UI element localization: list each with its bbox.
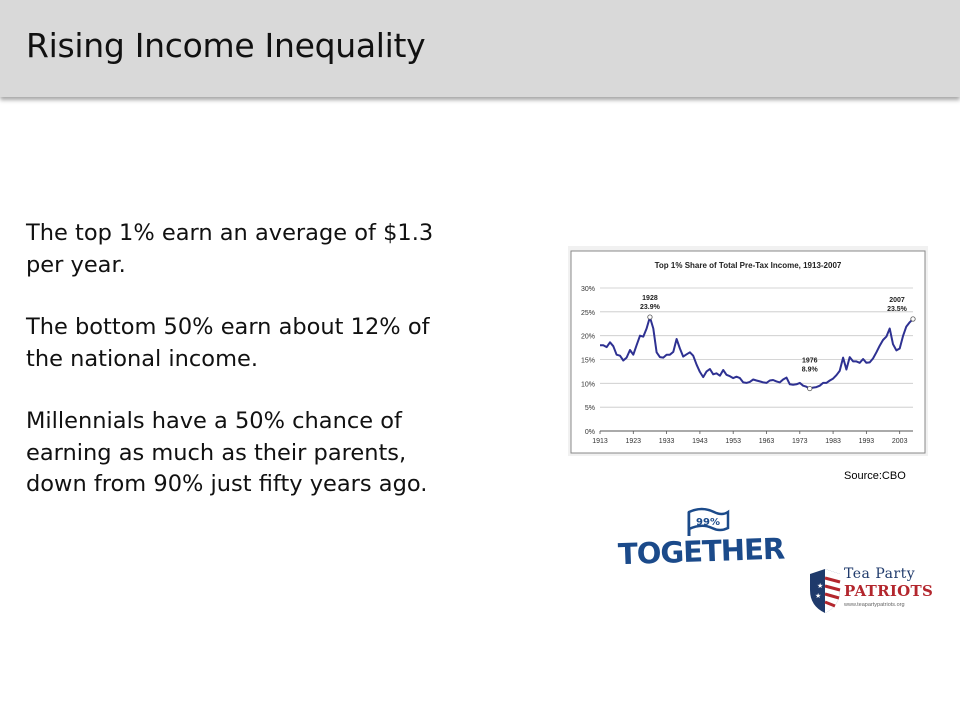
annotation-label: 8.9% xyxy=(801,366,818,374)
svg-text:★: ★ xyxy=(817,582,824,590)
x-tick-label: 1973 xyxy=(791,438,808,445)
y-tick-label: 25% xyxy=(580,309,595,317)
x-tick-label: 2003 xyxy=(891,438,908,445)
annotation-label: 1928 xyxy=(642,295,658,303)
y-tick-label: 10% xyxy=(580,381,595,389)
paragraph-millennials: Millennials have a 50% chance of earning as much as their parents, down from 90% just fifty years ago. xyxy=(26,408,428,497)
tpp-line1: Tea Party xyxy=(844,566,916,582)
annotation-label: 23.9% xyxy=(640,304,660,312)
title-bar xyxy=(0,0,960,97)
x-tick-label: 1953 xyxy=(725,438,741,445)
source-note: Source:CBO xyxy=(844,470,906,482)
y-tick-label: 5% xyxy=(584,405,595,413)
together-logo xyxy=(614,498,785,598)
paragraph-top-earners: The top 1% earn an average of $1.3 per year. xyxy=(26,220,434,278)
annotation-marker xyxy=(808,386,812,390)
annotation-label: 2007 xyxy=(889,296,905,304)
tea-party-patriots-logo xyxy=(808,566,934,614)
annotation-marker xyxy=(911,317,915,321)
x-tick-label: 1923 xyxy=(625,438,642,445)
x-tick-label: 1983 xyxy=(825,438,841,445)
x-tick-label: 1963 xyxy=(758,438,775,445)
chart-svg xyxy=(568,246,928,456)
shield-icon xyxy=(808,568,842,614)
together-wordmark: TOGETHER xyxy=(617,531,785,572)
x-tick-label: 1993 xyxy=(858,438,875,445)
y-tick-label: 15% xyxy=(580,357,595,365)
annotation-label: 23.5% xyxy=(887,305,907,313)
annotation-label: 1976 xyxy=(801,357,818,365)
chart-frame xyxy=(571,251,925,453)
svg-text:99%: 99% xyxy=(696,517,720,528)
tpp-url: www.teapartypatriots.org xyxy=(844,602,905,608)
paragraph-bottom-earners: The bottom 50% earn about 12% of the national income. xyxy=(26,314,430,372)
chart-title: Top 1% Share of Total Pre-Tax Income, 1913-2007 xyxy=(654,261,842,270)
tpp-line2: PATRIOTS xyxy=(844,582,934,600)
slide-title: Rising Income Inequality xyxy=(26,26,426,65)
y-tick-label: 30% xyxy=(580,286,595,293)
x-tick-label: 1933 xyxy=(658,438,675,445)
income-share-chart xyxy=(568,246,928,456)
x-tick-label: 1943 xyxy=(692,438,708,445)
flag-icon xyxy=(689,509,728,536)
slide-body xyxy=(26,218,436,532)
x-tick-label: 1913 xyxy=(592,438,608,445)
svg-text:★: ★ xyxy=(815,592,822,600)
y-tick-label: 20% xyxy=(580,333,595,341)
together-logo-art xyxy=(614,498,785,598)
annotation-marker xyxy=(648,315,652,319)
y-tick-label: 0% xyxy=(584,429,595,436)
